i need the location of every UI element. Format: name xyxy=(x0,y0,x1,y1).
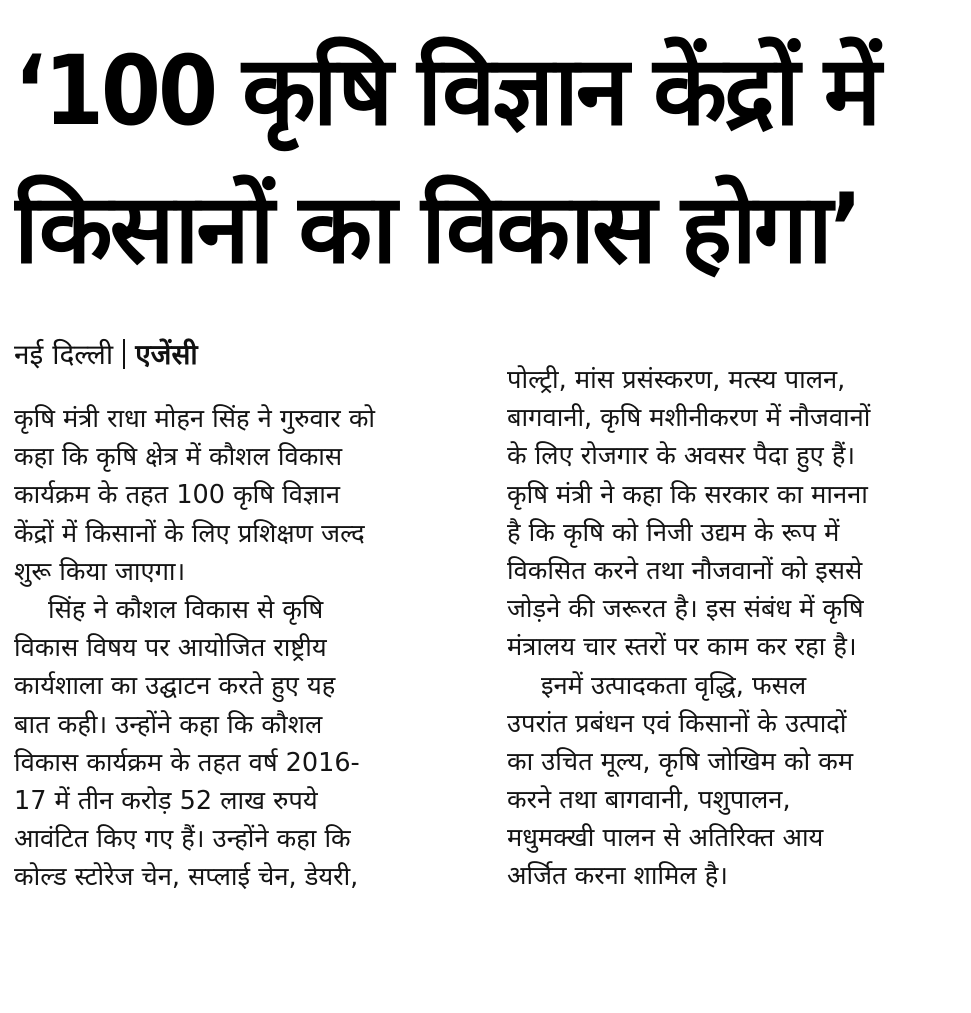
text-line: जोड़ने की जरूरत है। इस संबंध में कृषि xyxy=(507,594,864,625)
text-line: कार्यशाला का उद्घाटन करते हुए यह xyxy=(14,671,336,702)
dateline-separator xyxy=(123,339,125,369)
dateline xyxy=(14,335,198,375)
text-line: शुरू किया जाएगा। xyxy=(14,556,186,587)
text-line: 17 में तीन करोड़ 52 लाख रुपये xyxy=(14,785,318,816)
text-line: कृषि मंत्री ने कहा कि सरकार का मानना xyxy=(507,479,868,510)
text-line: कहा कि कृषि क्षेत्र में कौशल विकास xyxy=(14,442,343,473)
text-line: मंत्रालय चार स्तरों पर काम कर रहा है। xyxy=(507,632,857,663)
text-line: का उचित मूल्य, कृषि जोखिम को कम xyxy=(507,746,854,777)
text-line: बात कही। उन्होंने कहा कि कौशल xyxy=(14,709,323,740)
dateline-agency: एजेंसी xyxy=(135,338,198,371)
text-line: अर्जित करना शामिल है। xyxy=(507,861,728,892)
text-line: करने तथा बागवानी, पशुपालन, xyxy=(507,785,791,816)
text-line: बागवानी, कृषि मशीनीकरण में नौजवानों xyxy=(507,403,871,434)
article-column-right xyxy=(507,361,959,896)
text-line: पोल्ट्री, मांस प्रसंस्करण, मत्स्य पालन, xyxy=(507,365,846,395)
text-line: है कि कृषि को निजी उद्यम के रूप में xyxy=(507,517,840,548)
headline-line-2: किसानों का विकास होगा’ xyxy=(14,173,860,285)
text-line: कार्यक्रम के तहत 100 कृषि विज्ञान xyxy=(14,480,341,511)
text-line: सिंह ने कौशल विकास से कृषि xyxy=(48,594,324,625)
text-line: विकास कार्यक्रम के तहत वर्ष 2016- xyxy=(14,747,360,778)
text-line: इनमें उत्पादकता वृद्धि, फसल xyxy=(541,670,807,701)
text-line: मधुमक्खी पालन से अतिरिक्त आय xyxy=(507,823,824,854)
text-line: उपरांत प्रबंधन एवं किसानों के उत्पादों xyxy=(507,708,847,739)
text-line: केंद्रों में किसानों के लिए प्रशिक्षण जल्द xyxy=(14,518,365,549)
dateline-place: नई दिल्ली xyxy=(14,338,114,371)
text-line: विकास विषय पर आयोजित राष्ट्रीय xyxy=(14,633,327,664)
text-line: के लिए रोजगार के अवसर पैदा हुए हैं। xyxy=(507,441,856,472)
article-column-left xyxy=(14,400,462,896)
text-line: कृषि मंत्री राधा मोहन सिंह ने गुरुवार को xyxy=(14,404,376,434)
text-line: विकसित करने तथा नौजवानों को इससे xyxy=(507,555,863,586)
headline xyxy=(14,22,959,298)
text-line: कोल्ड स्टोरेज चेन, सप्लाई चेन, डेयरी, xyxy=(14,862,359,893)
headline-line-1: ‘100 कृषि विज्ञान केंद्रों में xyxy=(14,35,879,147)
text-line: आवंटित किए गए हैं। उन्होंने कहा कि xyxy=(14,824,351,855)
